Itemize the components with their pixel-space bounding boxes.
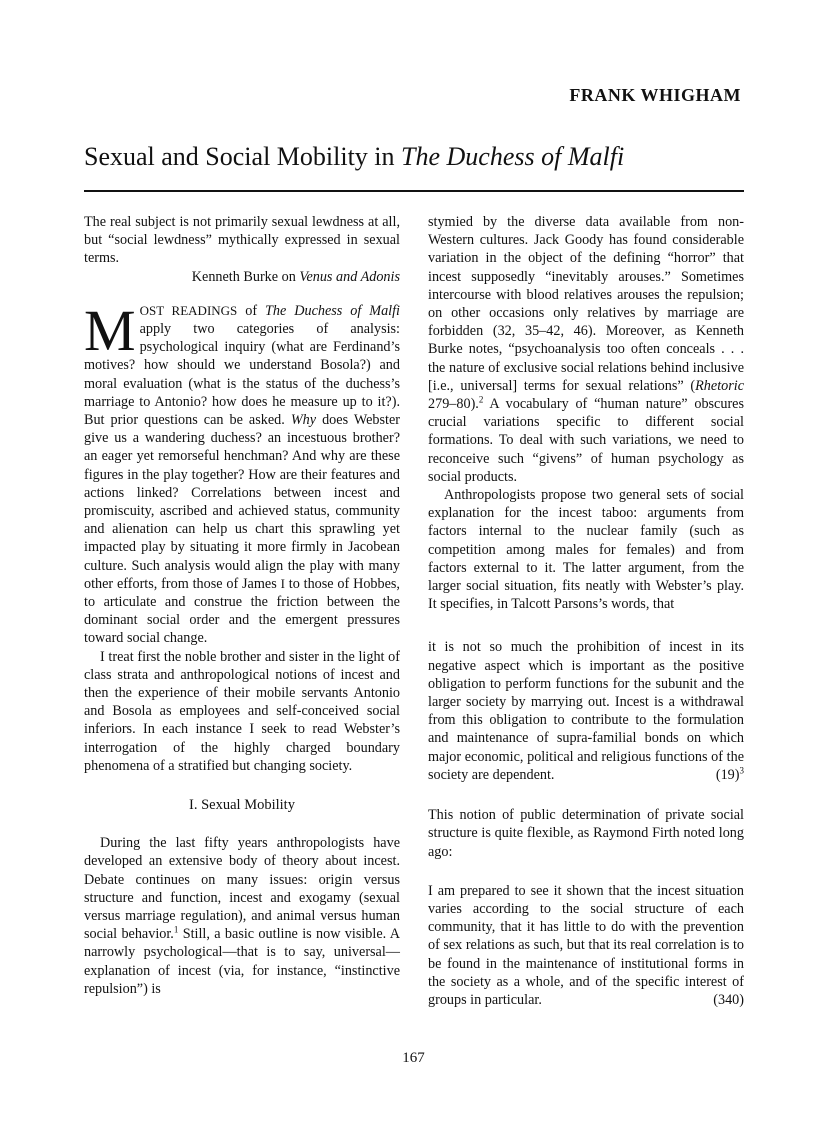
right-p1-text-c: A vocabulary of “human nature” obscures crucial variations specific to different social formations. To deal with such variations, we need to reconceive such “givens” of human psychology as social products. (428, 396, 744, 485)
footnote-ref-1: 1 (173, 924, 179, 935)
right-p1-text-b: 279–80). (428, 396, 479, 413)
left-p1-roman-numeral: I (280, 575, 285, 591)
left-paragraph-1 (84, 297, 400, 648)
block-quote-firth (428, 882, 744, 1009)
epigraph-attribution (84, 268, 400, 286)
left-p1-text-a: of (237, 302, 266, 319)
epigraph-attribution-author: Kenneth Burke on (191, 268, 300, 285)
left-p1-text-b: apply two categories of analysis: psychological inquiry (what are Ferdinand’s motives? how should we understand Bosola?) and moral evaluation (what is the status of the duchess’s marriage to Antonio? how does he measure up to it?). But prior questions can be asked. (84, 321, 400, 429)
article-title (84, 142, 624, 172)
left-p1-italic-why: Why (290, 412, 317, 429)
page-number: 167 (402, 1050, 425, 1066)
section-heading: I. Sexual Mobility (189, 797, 295, 814)
block-quote-firth-ref: (340) (713, 991, 744, 1008)
left-p1-text-d: to those of Hobbes, to articulate and construe the friction between the dominant social order and the emergent pressures toward social change. (84, 575, 400, 647)
left-p1-text-c: does Webster give us a wandering duchess? an incestuous brother? an eager yet remorseful henchman? And why are these figures in the play together? How are their features and actions linked? Correlations between incest and promiscuity, ascribed and achieved status, community and alienation can help us chart this sprawling yet impacted play by situating it more firmly in Jacobean culture. Such analysis would align the play with many other efforts, from those of James (84, 412, 400, 592)
block-quote-firth-text: I am prepared to see it shown that the incest situation varies according to the social structure of each community, that it has little to do with the prevention of sex relations as such, but that its real correlation is to be found in the maintenance of institutional forms in the society as a whole, and of the specific interest of groups in particular. (428, 882, 744, 1008)
block-quote-parsons-text: it is not so much the prohibition of incest in its negative aspect which is important as the positive obligation to perform functions for the subunit and the larger society by marrying out. Incest is a withdrawal from this obligation to contribute to the formulation and maintenance of supra-familial bonds on which major economic, political and religious functions of the society are dependent. (428, 639, 744, 783)
right-paragraph-2: Anthropologists propose two general sets of social explanation for the incest taboo: arguments from factors internal to the nuclear family (such as competition among males for females) and from factors external to it. The latter argument, from the larger social situation, fits neatly with Webster’s play. It specifies, in Talcott Parsons’s words, that (428, 487, 744, 613)
right-paragraph-3: This notion of public determination of private social structure is quite flexible, as Raymond Firth noted long ago: (428, 807, 744, 860)
title-rule (84, 190, 744, 192)
right-p1-text-a: stymied by the diverse data available from non-Western cultures. Jack Goody has found considerable variation in the object of the defining “horror” that incest supposedly “inevitably arouses.” Sometimes intercourse with blood relatives arouses the repulsion; on other occasions only relatives by marriage are forbidden (32, 35–42, 46). Moreover, as Kenneth Burke notes, “psychoanalysis too often conceals . . . the nature of exclusive social relations behind inclusive [i.e., universal] terms for sexual relations” ( (428, 214, 744, 394)
epigraph-text: The real subject is not primarily sexual lewdness at all, but “social lewdness” mythically expressed in sexual terms. (84, 214, 400, 267)
block-quote-parsons-page: (19) (715, 766, 740, 783)
epigraph (84, 213, 400, 286)
left-p3-text-b: Still, a basic outline is now visible. A narrowly psychological—that is to say, universal—explanation of incest (via, for instance, “instinctive repulsion”) is (84, 926, 400, 997)
title-italic-work: The Duchess of Malfi (401, 142, 625, 171)
right-column (428, 213, 744, 1009)
left-paragraph-3 (84, 834, 400, 998)
running-header-author: FRANK WHIGHAM (569, 85, 741, 105)
right-p1-italic-rhetoric: Rhetoric (695, 377, 744, 394)
right-paragraph-1 (428, 213, 744, 486)
footnote-ref-2: 2 (478, 394, 484, 405)
left-p3-text-a: During the last fifty years anthropologists have developed an extensive body of theory about incest. Debate continues on many issues: origin versus structure and function, incest and exogamy (sexual versus marriage regulation), and animal versus human social behavior. (84, 835, 400, 943)
left-p1-italic-title: The Duchess of Malfi (265, 302, 400, 319)
drop-cap: M (84, 297, 136, 363)
epigraph-attribution-work: Venus and Adonis (299, 268, 400, 285)
left-paragraph-2: I treat first the noble brother and sister in the light of class strata and anthropological notions of incest and then the experience of their mobile servants Antonio and Bosola as employees and self-conceived social inferiors. In each instance I seek to read Webster’s interrogation of the highly charged boundary phenomena of a stratified but changing society. (84, 648, 400, 774)
footnote-ref-3: 3 (739, 765, 744, 776)
left-column (84, 213, 400, 998)
small-caps-lead: OST READINGS (139, 302, 238, 318)
title-prefix: Sexual and Social Mobility in (84, 142, 402, 171)
block-quote-parsons (428, 638, 744, 784)
block-quote-parsons-ref (716, 766, 744, 784)
